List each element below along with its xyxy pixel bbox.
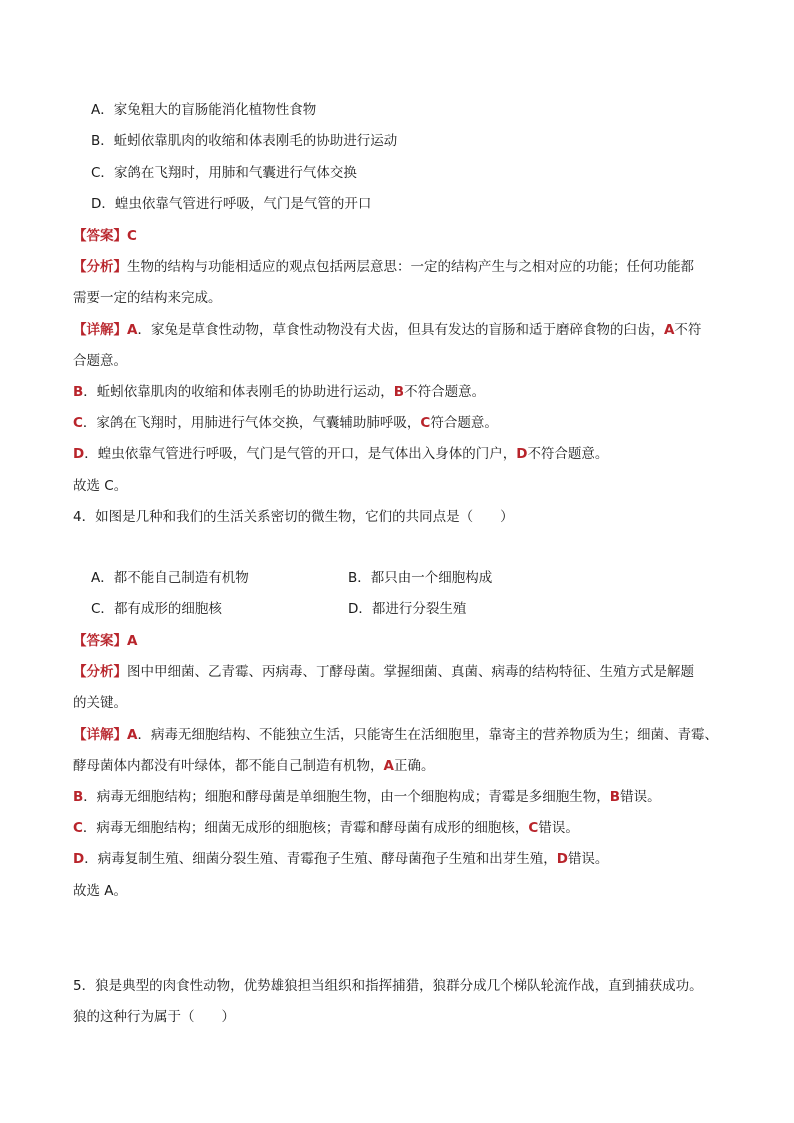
q3-analysis-line-1: 【分析】生物的结构与功能相适应的观点包括两层意思：一定的结构产生与之相对应的功能；任何功能都 bbox=[73, 259, 694, 275]
q4-option-d: D．都进行分裂生殖 bbox=[348, 601, 467, 617]
q4-detail-b: B．病毒无细胞结构；细胞和酵母菌是单细胞生物，由一个细胞构成；青霉是多细胞生物，B错误。 bbox=[73, 789, 661, 805]
q3-option-b: B．蚯蚓依靠肌肉的收缩和体表刚毛的协助进行运动 bbox=[91, 133, 398, 149]
q4-detail-a-line-2: 酵母菌体内都没有叶绿体，都不能自己制造有机物，A正确。 bbox=[73, 758, 435, 774]
q3-detail-a-line-1: 【详解】A．家兔是草食性动物，草食性动物没有犬齿，但具有发达的盲肠和适于磨碎食物的臼齿，A不符 bbox=[73, 322, 702, 338]
q3-option-d: D．蝗虫依靠气管进行呼吸，气门是气管的开口 bbox=[91, 196, 372, 212]
q4-option-c: C．都有成形的细胞核 bbox=[91, 601, 222, 617]
q3-answer: 【答案】C bbox=[73, 228, 137, 244]
q4-detail-a-line-1: 【详解】A．病毒无细胞结构、不能独立生活，只能寄生在活细胞里，靠寄主的营养物质为生；细菌、青霉、 bbox=[73, 727, 718, 743]
q3-option-a: A．家兔粗大的盲肠能消化植物性食物 bbox=[91, 102, 317, 118]
q5-stem-line-2: 狼的这种行为属于（ ） bbox=[73, 1009, 235, 1025]
q4-stem: 4．如图是几种和我们的生活关系密切的微生物，它们的共同点是（ ） bbox=[73, 509, 514, 525]
q4-conclusion: 故选 A。 bbox=[73, 883, 128, 899]
q3-detail-c: C．家鸽在飞翔时，用肺进行气体交换，气囊辅助肺呼吸，C符合题意。 bbox=[73, 415, 498, 431]
q4-option-b: B．都只由一个细胞构成 bbox=[348, 570, 493, 586]
q3-detail-d: D．蝗虫依靠气管进行呼吸，气门是气管的开口，是气体出入身体的门户，D不符合题意。 bbox=[73, 446, 609, 462]
q4-analysis-line-2: 的关键。 bbox=[73, 695, 127, 711]
q3-detail-b: B．蚯蚓依靠肌肉的收缩和体表刚毛的协助进行运动，B不符合题意。 bbox=[73, 384, 486, 400]
q3-option-c: C．家鸽在飞翔时，用肺和气囊进行气体交换 bbox=[91, 165, 357, 181]
q4-detail-c: C．病毒无细胞结构；细菌无成形的细胞核；青霉和酵母菌有成形的细胞核，C错误。 bbox=[73, 820, 579, 836]
q4-analysis-line-1: 【分析】图中甲细菌、乙青霉、丙病毒、丁酵母菌。掌握细菌、真菌、病毒的结构特征、生殖方式是解题 bbox=[73, 664, 694, 680]
q4-option-a: A．都不能自己制造有机物 bbox=[91, 570, 249, 586]
q3-analysis-line-2: 需要一定的结构来完成。 bbox=[73, 290, 222, 306]
q5-stem-line-1: 5．狼是典型的肉食性动物，优势雄狼担当组织和指挥捕猎，狼群分成几个梯队轮流作战，直到捕获成功。 bbox=[73, 978, 703, 994]
q4-detail-d: D．病毒复制生殖、细菌分裂生殖、青霉孢子生殖、酵母菌孢子生殖和出芽生殖，D错误。 bbox=[73, 851, 609, 867]
q3-conclusion: 故选 C。 bbox=[73, 478, 128, 494]
q3-detail-a-line-2: 合题意。 bbox=[73, 353, 127, 369]
q4-answer: 【答案】A bbox=[73, 633, 138, 649]
